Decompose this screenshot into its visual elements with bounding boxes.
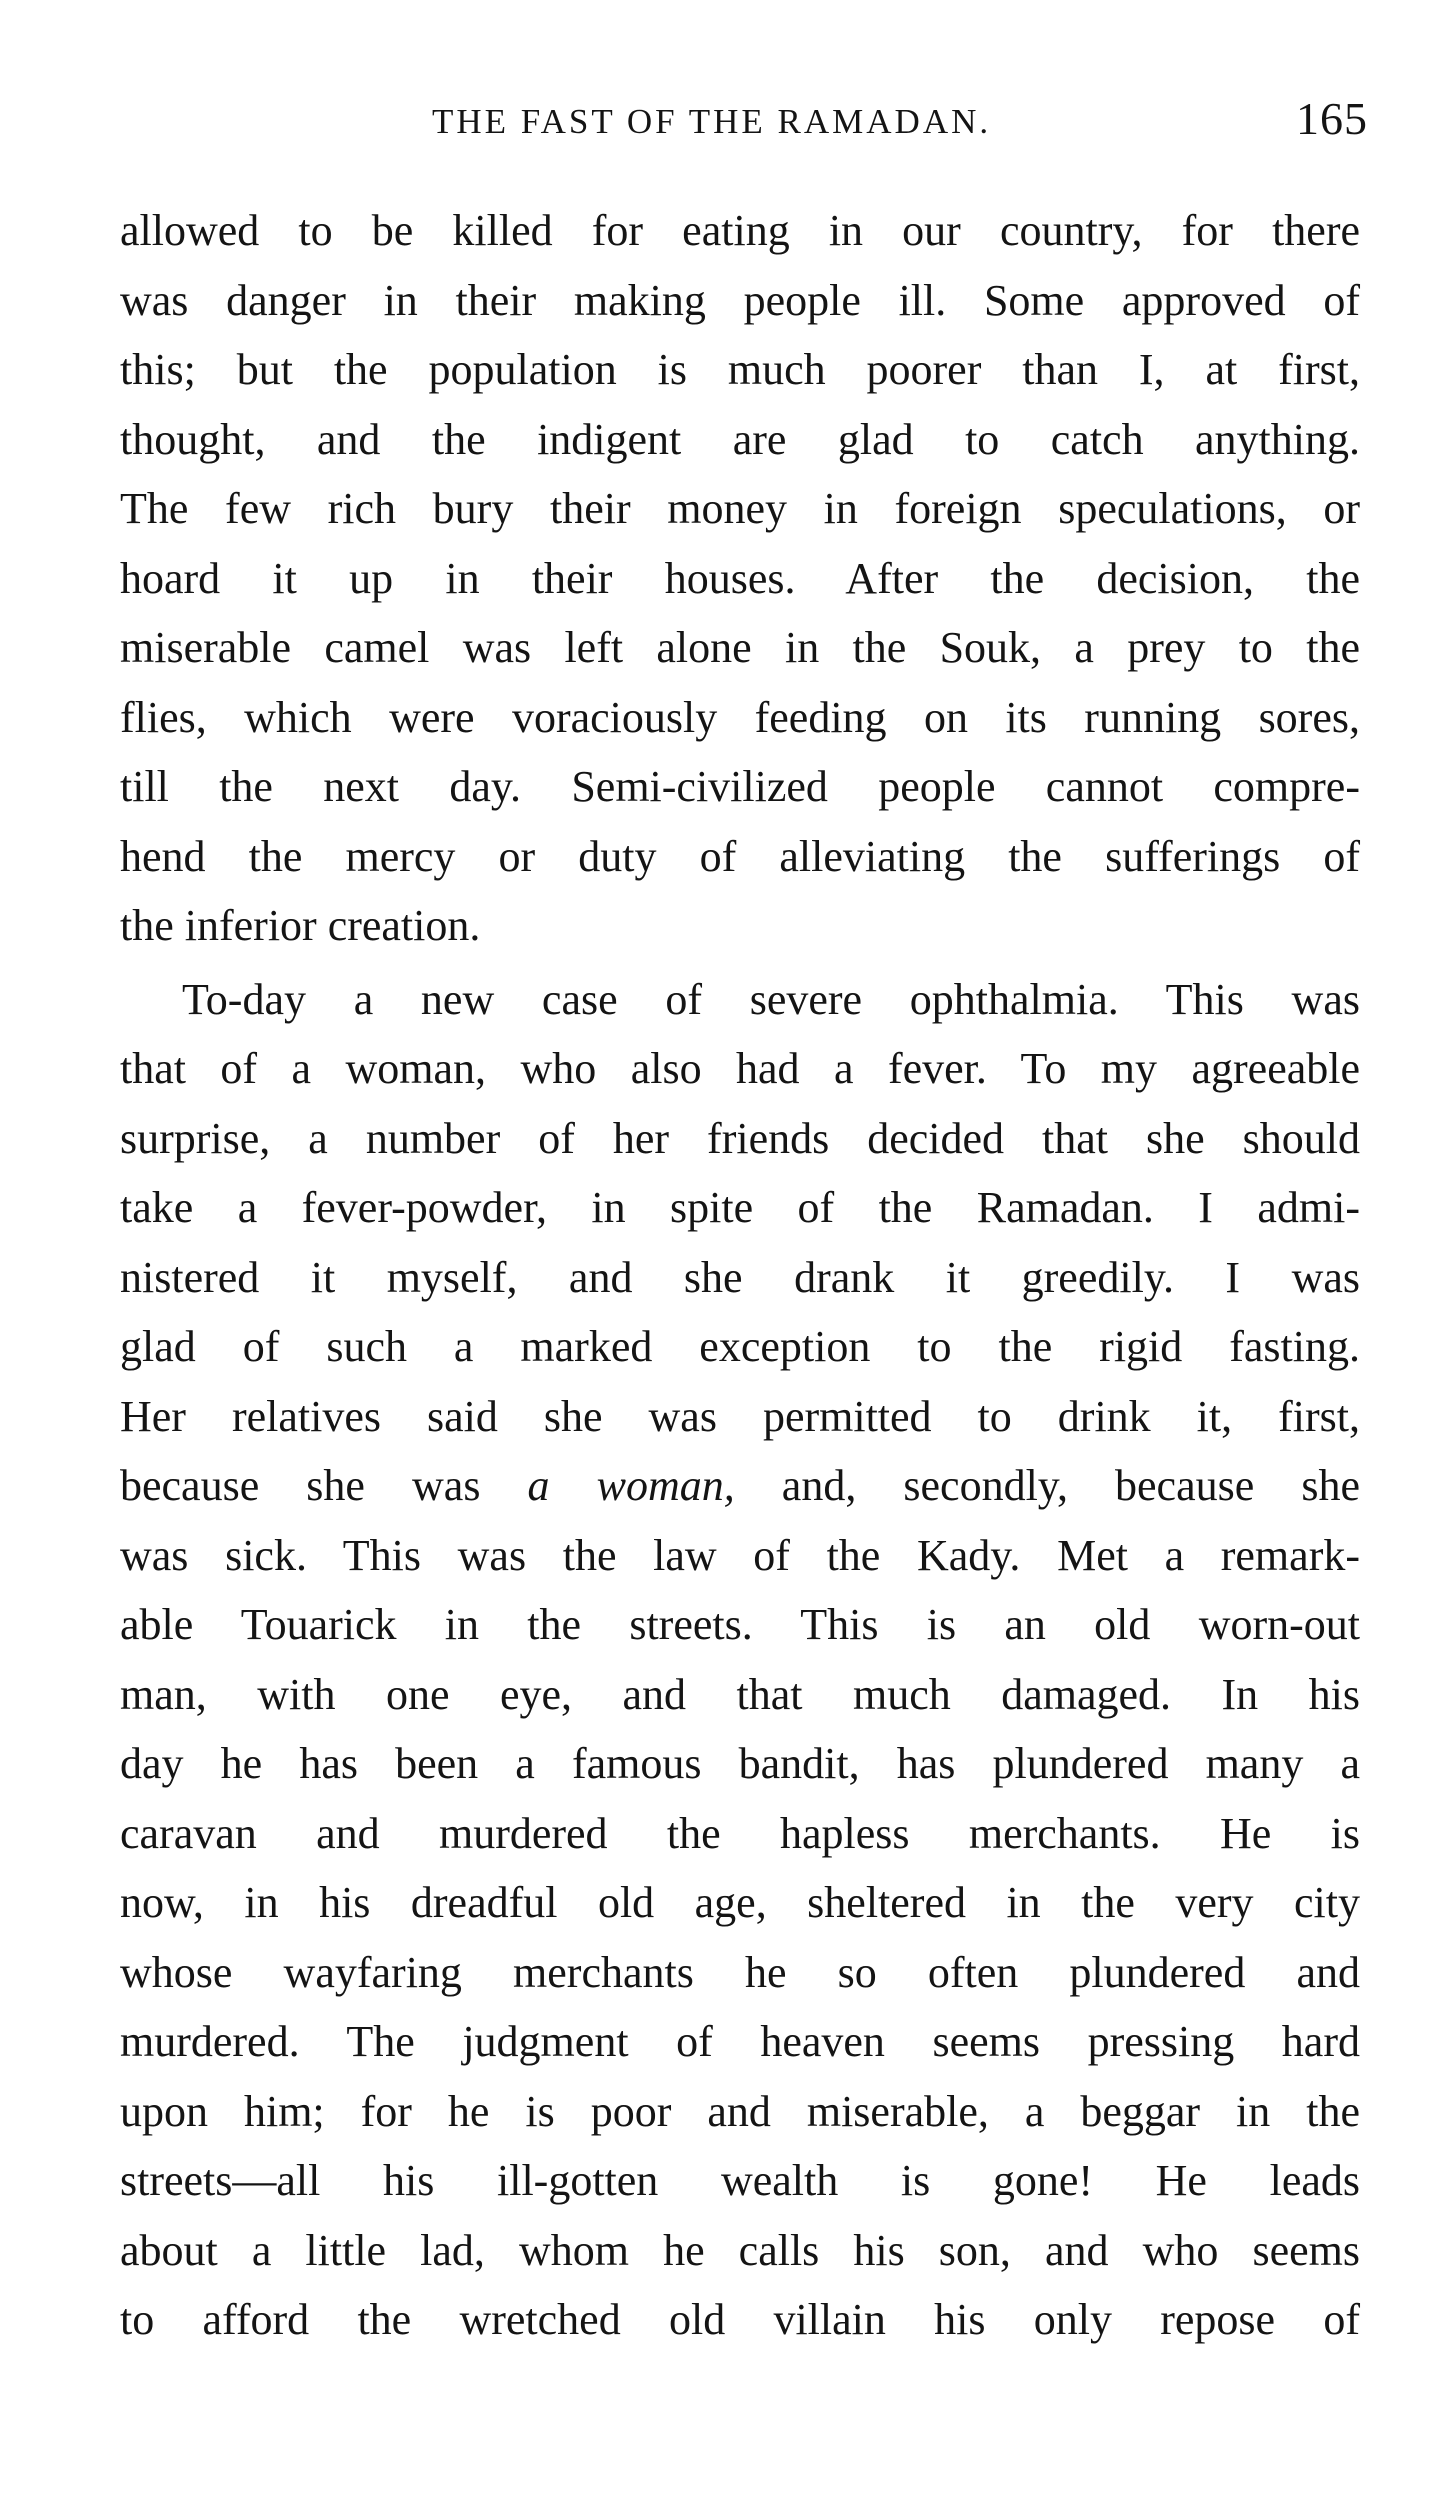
text-line: able Touarick in the streets. This is an old worn-out bbox=[120, 1600, 1360, 1649]
text-line: streets—all his ill-gotten wealth is gone! He leads bbox=[120, 2156, 1360, 2205]
emphasized-text: a woman, bbox=[527, 1461, 735, 1510]
text-line: upon him; for he is poor and miserable, a beggar in the bbox=[120, 2086, 1360, 2136]
running-title: THE FAST OF THE RAMADAN. bbox=[432, 102, 992, 141]
text-line: Her relatives said she was permitted to drink it, first, bbox=[120, 1391, 1360, 1441]
text-line: allowed to be killed for eating in our country, for there bbox=[120, 206, 1360, 255]
text-line: day he has been a famous bandit, has plundered many a bbox=[120, 1739, 1360, 1788]
text-line: flies, which were voraciously feeding on its running sores, bbox=[120, 692, 1360, 742]
text-line: was danger in their making people ill. Some approved of bbox=[120, 275, 1360, 325]
page-number: 165 bbox=[1296, 93, 1368, 144]
text-line: man, with one eye, and that much damaged. In his bbox=[120, 1669, 1360, 1719]
text-line: take a fever-powder, in spite of the Ramadan. I admi- bbox=[120, 1183, 1360, 1232]
text-line: hend the mercy or duty of alleviating the sufferings of bbox=[120, 831, 1360, 881]
body-text bbox=[120, 196, 1360, 2355]
text-line: glad of such a marked exception to the rigid fasting. bbox=[120, 1322, 1360, 1371]
text-line: to afford the wretched old villain his only repose of bbox=[120, 2295, 1360, 2344]
running-head bbox=[120, 93, 1368, 158]
text-line: The few rich bury their money in foreign speculations, or bbox=[120, 484, 1360, 533]
paragraph-1 bbox=[120, 196, 1360, 961]
text-line: this; but the population is much poorer than I, at first, bbox=[120, 345, 1360, 394]
text-line: whose wayfaring merchants he so often plundered and bbox=[120, 1947, 1360, 1997]
text-line: To-day a new case of severe ophthalmia. This was bbox=[182, 974, 1360, 1024]
text-line: was sick. This was the law of the Kady. Met a remark- bbox=[120, 1530, 1360, 1580]
paragraph-2 bbox=[120, 965, 1360, 2355]
text-line: surprise, a number of her friends decided that she should bbox=[120, 1113, 1360, 1163]
text-line: nistered it myself, and she drank it greedily. I was bbox=[120, 1252, 1360, 1302]
text-line: that of a woman, who also had a fever. To my agreeable bbox=[120, 1044, 1360, 1093]
text-line: the inferior creation. bbox=[120, 901, 481, 950]
text-line: thought, and the indigent are glad to catch anything. bbox=[120, 414, 1360, 464]
text-line-with-emphasis bbox=[120, 1451, 1360, 1521]
text-segment: because she was bbox=[120, 1461, 528, 1510]
text-line: caravan and murdered the hapless merchants. He is bbox=[120, 1808, 1360, 1858]
text-line: now, in his dreadful old age, sheltered in the very city bbox=[120, 1878, 1360, 1927]
text-line: till the next day. Semi-civilized people cannot compre- bbox=[120, 762, 1360, 811]
text-line: hoard it up in their houses. After the decision, the bbox=[120, 553, 1360, 603]
text-segment: and, secondly, because she bbox=[734, 1461, 1360, 1510]
text-line: miserable camel was left alone in the Souk, a prey to the bbox=[120, 623, 1360, 672]
text-line: about a little lad, whom he calls his son, and who seems bbox=[120, 2225, 1360, 2275]
text-line: murdered. The judgment of heaven seems pressing hard bbox=[120, 2017, 1360, 2066]
